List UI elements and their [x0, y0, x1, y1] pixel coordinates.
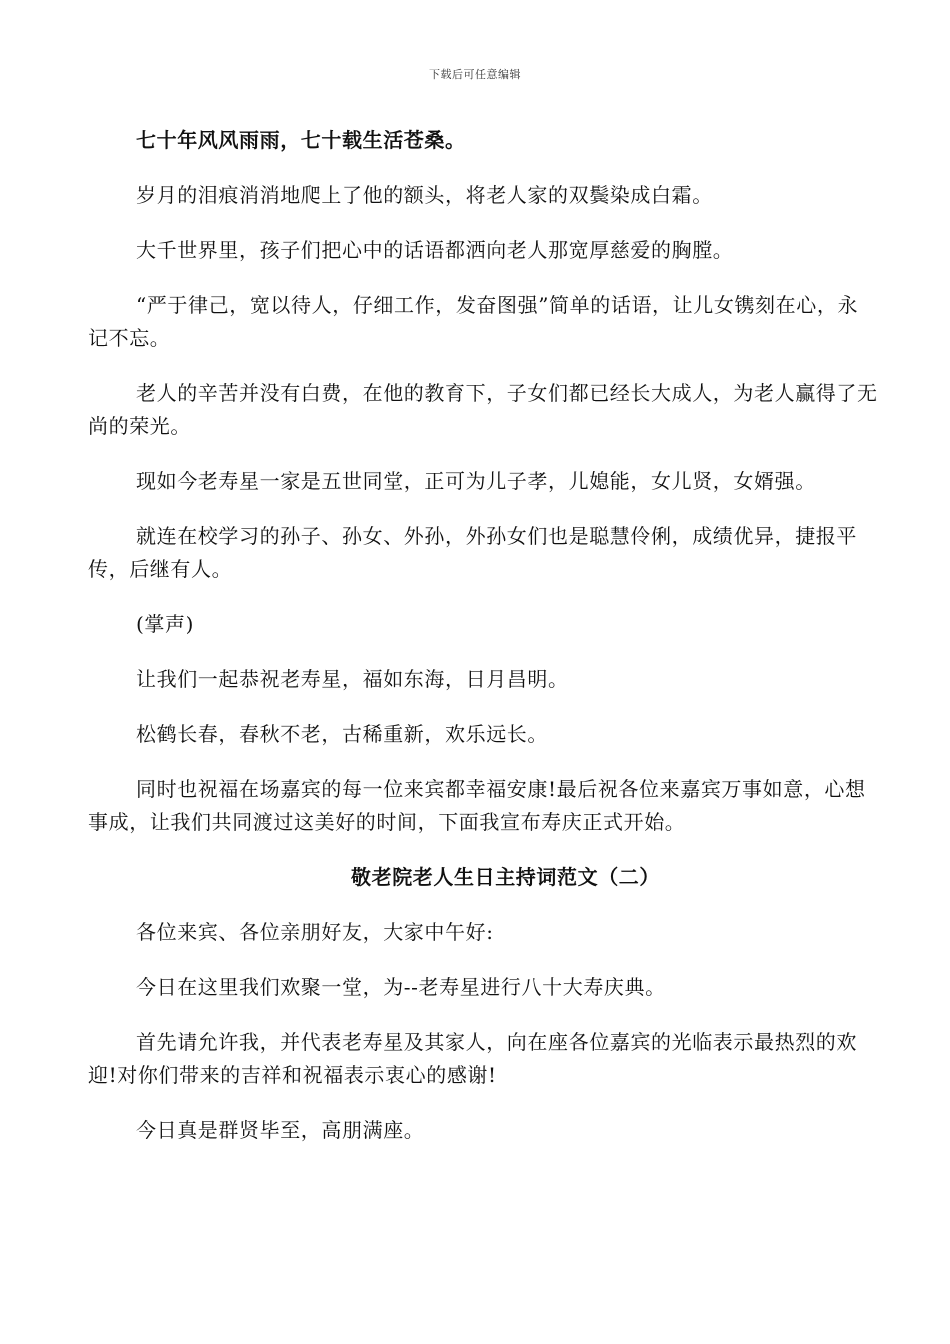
paragraph: 松鹤长春，春秋不老，古稀重新，欢乐远长。	[136, 722, 548, 746]
paragraph: 同时也祝福在场嘉宾的每一位来宾都幸福安康!最后祝各位来嘉宾万事如意，心想事成，让我们共同渡过这美好的时间，下面我宣布寿庆正式开始。	[88, 777, 866, 834]
paragraph-opening-line: 七十年风风雨雨，七十载生活苍桑。	[136, 128, 466, 152]
paragraph: 现如今老寿星一家是五世同堂，正可为儿子孝，儿媳能，女儿贤，女婿强。	[136, 469, 816, 493]
paragraph-applause: (掌声)	[136, 612, 195, 636]
paragraph: 岁月的泪痕消消地爬上了他的额头，将老人家的双鬓染成白霜。	[136, 183, 713, 207]
paragraph: 就连在校学习的孙子、孙女、外孙，外孙女们也是聪慧伶俐，成绩优异，捷报平传，后继有人。	[88, 524, 857, 581]
page-header-note: 下载后可任意编辑	[429, 68, 521, 81]
paragraph: 今日在这里我们欢聚一堂，为--老寿星进行八十大寿庆典。	[136, 975, 666, 999]
paragraph: 让我们一起恭祝老寿星，福如东海，日月昌明。	[136, 667, 569, 691]
paragraph: “严于律己，宽以待人，仔细工作，发奋图强”简单的话语，让儿女镌刻在心，永记不忘。	[88, 293, 859, 350]
paragraph: 各位来宾、各位亲朋好友，大家中午好:	[136, 920, 494, 944]
paragraph: 今日真是群贤毕至，高朋满座。	[136, 1118, 425, 1142]
paragraph: 大千世界里，孩子们把心中的话语都洒向老人那宽厚慈爱的胸膛。	[136, 238, 734, 262]
paragraph: 首先请允许我，并代表老寿星及其家人，向在座各位嘉宾的光临表示最热烈的欢迎!对你们带来的吉祥和祝福表示衷心的感谢!	[88, 1030, 857, 1087]
section-heading: 敬老院老人生日主持词范文（二）	[351, 865, 660, 889]
document-body	[88, 124, 878, 1169]
paragraph: 老人的辛苦并没有白费，在他的教育下，子女们都已经长大成人，为老人赢得了无尚的荣光。	[88, 381, 878, 438]
